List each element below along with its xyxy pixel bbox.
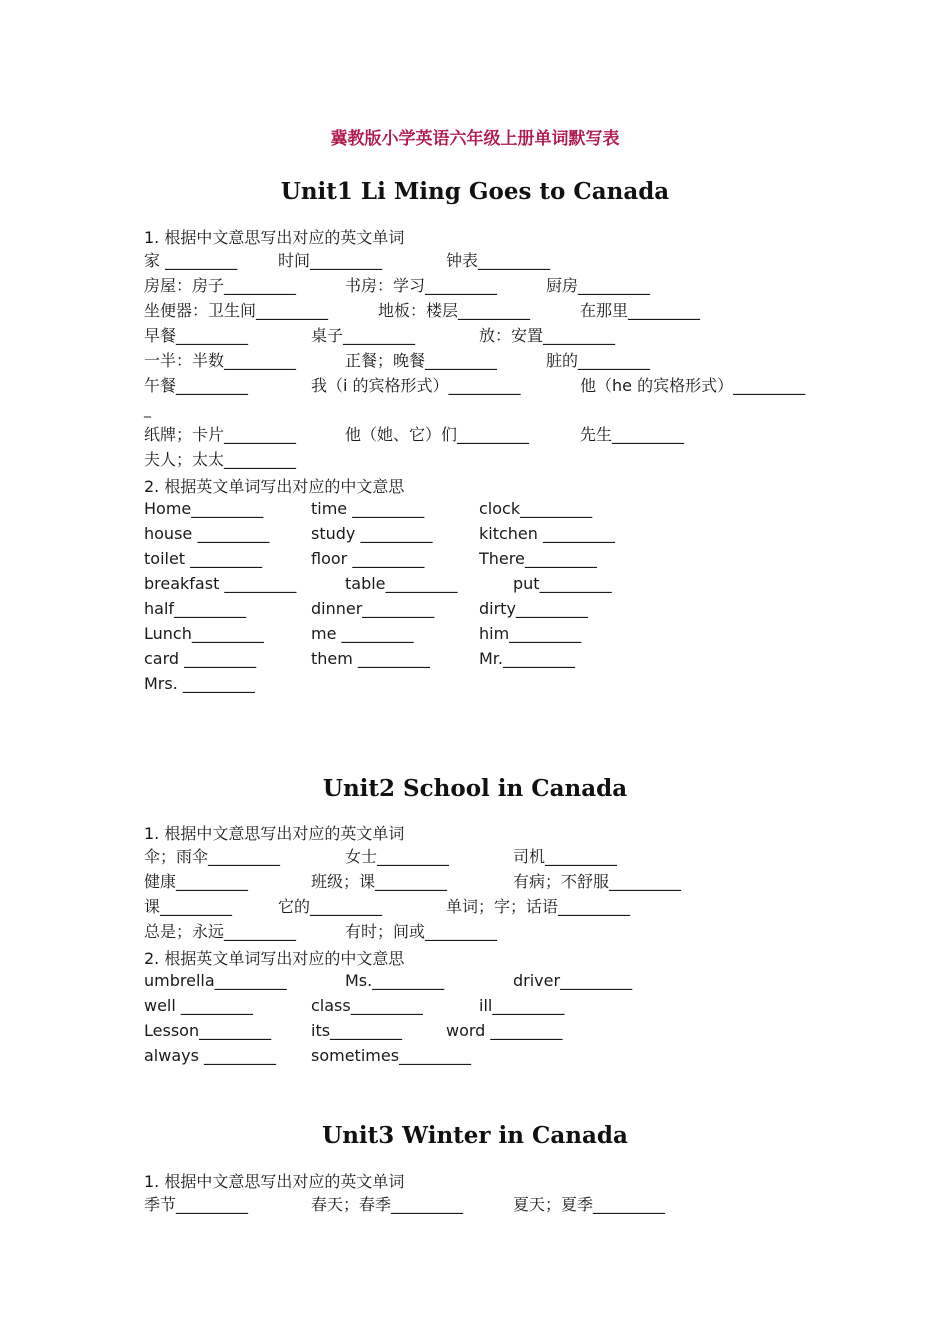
fill-blank-item: me _________ <box>311 624 414 643</box>
fill-blank-item: 桌子_________ <box>311 326 416 345</box>
unit1-en-row-4 <box>0 572 950 596</box>
fill-blank-item: 钟表_________ <box>446 251 551 270</box>
fill-blank-item: Mrs. _________ <box>144 674 255 693</box>
fill-blank-item: floor _________ <box>311 549 425 568</box>
unit2-en-row-1 <box>0 969 950 993</box>
unit1-cn-row-1 <box>0 249 950 273</box>
unit1-cn-row-5 <box>0 349 950 373</box>
unit1-cn-row-2 <box>0 274 950 298</box>
fill-blank-item: 在那里_________ <box>580 301 701 320</box>
unit1-title: Unit1 Li Ming Goes to Canada <box>280 178 670 205</box>
fill-blank-item: 女士_________ <box>345 847 450 866</box>
fill-blank-item: 春天；春季_________ <box>311 1195 464 1214</box>
fill-blank-item: 它的_________ <box>278 897 383 916</box>
fill-blank-item: 夏天；夏季_________ <box>513 1195 666 1214</box>
fill-blank-item: 房屋：房子_________ <box>144 276 297 295</box>
fill-blank-item: clock_________ <box>479 499 593 518</box>
fill-blank-item: time _________ <box>311 499 425 518</box>
fill-blank-item: 伞；雨伞_________ <box>144 847 281 866</box>
fill-blank-item: 书房：学习_________ <box>345 276 498 295</box>
fill-blank-item: toilet _________ <box>144 549 263 568</box>
fill-blank-item: ill_________ <box>479 996 565 1015</box>
unit1-en-row-2 <box>0 522 950 546</box>
unit1-cn-heading: 1. 根据中文意思写出对应的英文单词 <box>144 228 405 247</box>
fill-blank-item: driver_________ <box>513 971 633 990</box>
fill-blank-item: class_________ <box>311 996 423 1015</box>
fill-blank-item: 健康_________ <box>144 872 249 891</box>
fill-blank-item: 脏的_________ <box>546 351 651 370</box>
fill-blank-item: 正餐；晚餐_________ <box>345 351 498 370</box>
unit2-cn-heading: 1. 根据中文意思写出对应的英文单词 <box>144 824 405 843</box>
fill-blank-item: 季节_________ <box>144 1195 249 1214</box>
fill-blank-item: 坐便器：卫生间_________ <box>144 301 329 320</box>
unit1-en-row-7 <box>0 647 950 671</box>
fill-blank-item: its_________ <box>311 1021 403 1040</box>
fill-blank-item: 纸牌；卡片_________ <box>144 425 297 444</box>
fill-blank-item: 时间_________ <box>278 251 383 270</box>
fill-blank-item: Home_________ <box>144 499 264 518</box>
unit1-en-row-3 <box>0 547 950 571</box>
fill-blank-item: kitchen _________ <box>479 524 615 543</box>
fill-blank-item: 一半：半数_________ <box>144 351 297 370</box>
wrap-mark: _ <box>144 402 151 418</box>
fill-blank-item: 总是；永远_________ <box>144 922 297 941</box>
fill-blank-item: them _________ <box>311 649 430 668</box>
unit2-en-row-2 <box>0 994 950 1018</box>
fill-blank-item: 厨房_________ <box>546 276 651 295</box>
fill-blank-item: study _________ <box>311 524 433 543</box>
fill-blank-item: Lunch_________ <box>144 624 264 643</box>
fill-blank-item: table_________ <box>345 574 458 593</box>
fill-blank-item: 夫人；太太_________ <box>144 450 297 469</box>
fill-blank-item: 地板：楼层_________ <box>378 301 531 320</box>
fill-blank-item: word _________ <box>446 1021 563 1040</box>
unit1-cn-row-8 <box>0 448 950 472</box>
unit1-cn-row-4 <box>0 324 950 348</box>
fill-blank-item: dinner_________ <box>311 599 435 618</box>
fill-blank-item: 他（她、它）们_________ <box>345 425 530 444</box>
fill-blank-item: 我（i 的宾格形式）_________ <box>311 376 521 395</box>
unit1-en-heading: 2. 根据英文单词写出对应的中文意思 <box>144 477 405 496</box>
fill-blank-item: 家 _________ <box>144 251 238 270</box>
fill-blank-item: Ms._________ <box>345 971 445 990</box>
fill-blank-item: him_________ <box>479 624 582 643</box>
fill-blank-item: 午餐_________ <box>144 376 249 395</box>
unit2-en-heading: 2. 根据英文单词写出对应的中文意思 <box>144 949 405 968</box>
unit1-en-row-8 <box>0 672 950 696</box>
unit2-cn-row-3 <box>0 895 950 919</box>
fill-blank-item: umbrella_________ <box>144 971 287 990</box>
unit1-en-row-1 <box>0 497 950 521</box>
fill-blank-item: house _________ <box>144 524 270 543</box>
unit1-cn-row-7 <box>0 423 950 447</box>
fill-blank-item: breakfast _________ <box>144 574 297 593</box>
fill-blank-item: 课_________ <box>144 897 233 916</box>
unit2-cn-row-2 <box>0 870 950 894</box>
fill-blank-item: 先生_________ <box>580 425 685 444</box>
fill-blank-item: 他（he 的宾格形式）_________ <box>580 376 806 395</box>
fill-blank-item: Lesson_________ <box>144 1021 272 1040</box>
fill-blank-item: 有时；间或_________ <box>345 922 498 941</box>
unit1-cn-row-6 <box>0 374 950 398</box>
fill-blank-item: Mr._________ <box>479 649 575 668</box>
fill-blank-item: put_________ <box>513 574 612 593</box>
unit1-cn-row-3 <box>0 299 950 323</box>
unit2-cn-row-4 <box>0 920 950 944</box>
unit2-en-row-3 <box>0 1019 950 1043</box>
fill-blank-item: sometimes_________ <box>311 1046 472 1065</box>
fill-blank-item: 早餐_________ <box>144 326 249 345</box>
unit3-cn-heading: 1. 根据中文意思写出对应的英文单词 <box>144 1172 405 1191</box>
fill-blank-item: 单词；字；话语_________ <box>446 897 631 916</box>
fill-blank-item: always _________ <box>144 1046 277 1065</box>
document-title: 冀教版小学英语六年级上册单词默写表 <box>330 129 620 149</box>
fill-blank-item: 有病；不舒服_________ <box>513 872 682 891</box>
unit3-cn-row-1 <box>0 1193 950 1217</box>
fill-blank-item: card _________ <box>144 649 257 668</box>
fill-blank-item: well _________ <box>144 996 253 1015</box>
fill-blank-item: 班级；课_________ <box>311 872 448 891</box>
unit2-en-row-4 <box>0 1044 950 1068</box>
fill-blank-item: half_________ <box>144 599 247 618</box>
fill-blank-item: 放：安置_________ <box>479 326 616 345</box>
unit1-en-row-5 <box>0 597 950 621</box>
fill-blank-item: 司机_________ <box>513 847 618 866</box>
unit1-en-row-6 <box>0 622 950 646</box>
fill-blank-item: There_________ <box>479 549 597 568</box>
fill-blank-item: dirty_________ <box>479 599 588 618</box>
unit2-cn-row-1 <box>0 845 950 869</box>
unit2-title: Unit2 School in Canada <box>322 775 628 802</box>
unit3-title: Unit3 Winter in Canada <box>322 1122 628 1149</box>
